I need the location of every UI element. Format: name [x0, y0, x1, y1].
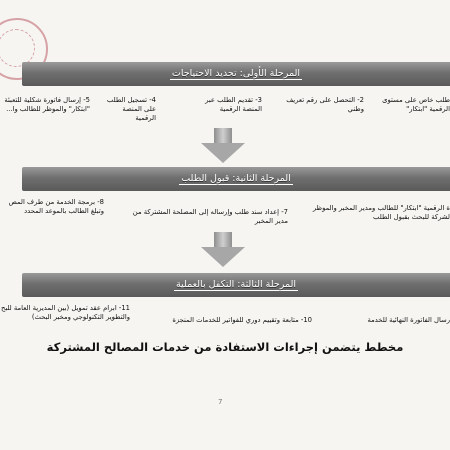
down-arrow-2 [201, 232, 245, 268]
stage2-banner [22, 167, 450, 191]
stage1-step-2: 2- التحصل على رقم تعريف وطني [286, 96, 364, 114]
stage1-step-5: 5- إرسال فاتورة شكلية للتعبئة "ابتكار" والموظر للطالب وا... [4, 96, 90, 114]
stage3-step-10: 10- متابعة وتقييم دوري للفواتير للخدمات المنجزة [172, 316, 312, 324]
page-number: 7 [218, 398, 223, 406]
down-arrow-1 [201, 128, 245, 164]
stage3-step-9: رسال الفاتورة النهائية للخدمة [367, 316, 450, 324]
stage1-step-1: طلب خاص على مستوى الرقمية "ابتكار" [382, 96, 450, 114]
stage3-title: المرحلة الثالثة: التكفل بالعملية [175, 279, 297, 290]
stage1-banner [22, 62, 450, 86]
stage2-title: المرحلة الثانية: قبول الطلب [181, 173, 291, 184]
stage1-title: المرحلة الأولى: تحديد الاحتياجات [171, 68, 301, 79]
stage2-step-6: ة الرقمية "ابتكار" للطالب ومدير المخبر والموظر لشركة للبحث بقبول الطلب [312, 204, 450, 222]
stage3-step-11: 11- ابرام عقد تمويل (بين المديرية العامة للبح والتطوير التكنولوجي ومخبر البحث) [0, 304, 130, 322]
figure-caption: مخطط يتضمن إجراءات الاستفادة من خدمات المصالح المشتركة [46, 340, 404, 354]
stage1-step-3: 3- تقديم الطلب عبر المنصة الرقمية [205, 96, 262, 114]
stage3-banner [22, 273, 450, 297]
stage2-step-8: 8- برمجة الخدمة من طرف المص وتبلغ الطالب بالموعد المحدد [8, 198, 104, 216]
stage2-step-7: 7- إعداد سند طلب وإرساله إلى المصلحة المشتركة من مدير المخبر [132, 208, 288, 226]
stage1-step-4: 4- تسجيل الطلب على المنصة الرقمية [106, 96, 156, 123]
